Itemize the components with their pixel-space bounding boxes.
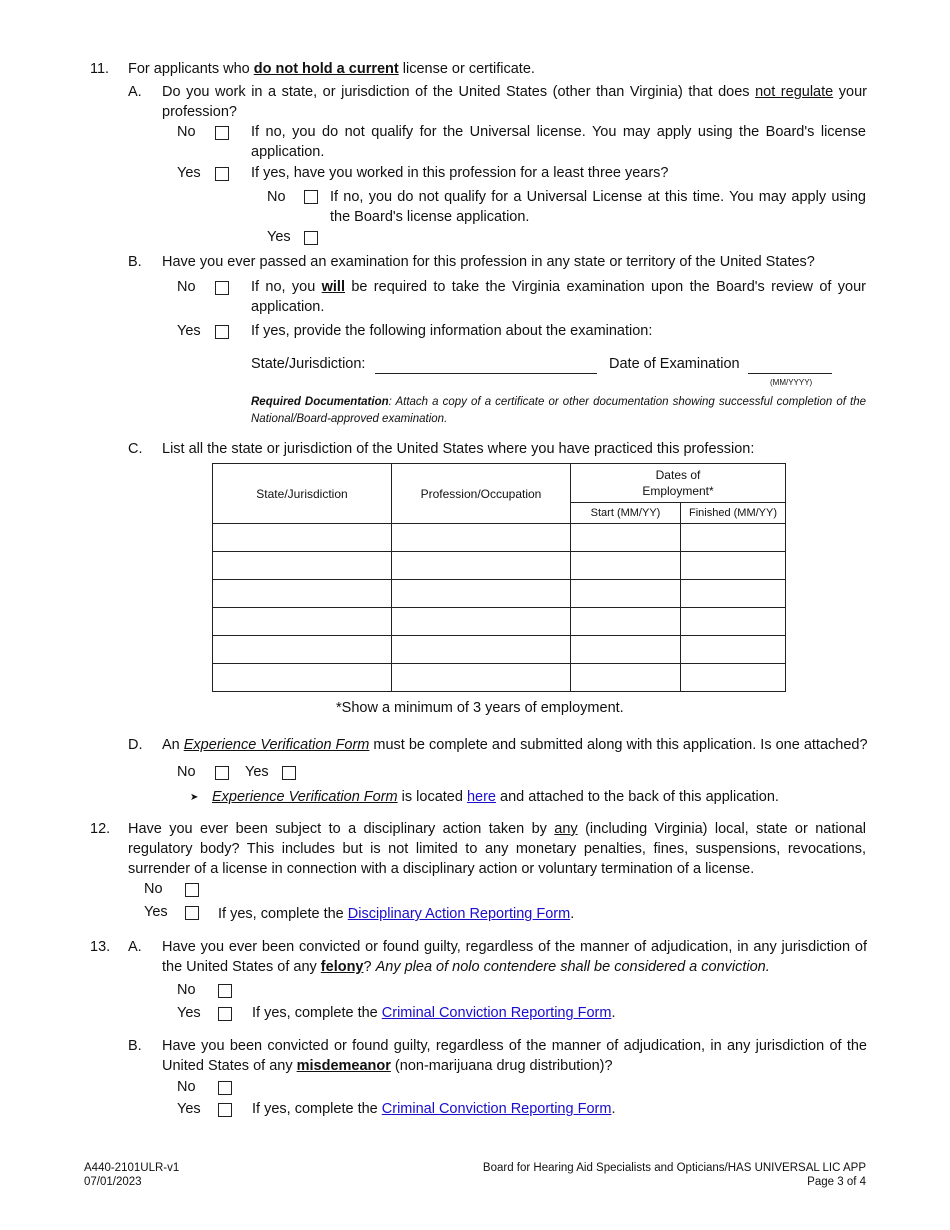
- table-cell[interactable]: [681, 608, 786, 636]
- q11a-question: Do you work in a state, or jurisdiction of the United States (other than Virginia) that does not regulate your profession?: [162, 84, 867, 120]
- q11a-no-label: No: [177, 124, 196, 140]
- q11a-yes-label: Yes: [177, 165, 201, 181]
- table-cell[interactable]: [681, 580, 786, 608]
- table-cell[interactable]: [392, 664, 571, 692]
- table-cell[interactable]: [392, 552, 571, 580]
- col-finished-header: Finished (MM/YY): [681, 503, 786, 524]
- q13-number: 13.: [90, 939, 111, 955]
- q13b-letter: B.: [128, 1038, 142, 1054]
- form-code: A440-2101ULR-v1: [84, 1162, 180, 1174]
- q13a-question: Have you ever been convicted or found guilty, regardless of the manner of adjudication, in any jurisdiction of the United States of any felony? Any plea of nolo contendere shall be considered a conviction.: [162, 939, 867, 975]
- q13a-no-label: No: [177, 982, 196, 998]
- table-cell[interactable]: [571, 608, 681, 636]
- q11d-letter: D.: [128, 737, 143, 753]
- col-dates-header: Dates of Employment*: [571, 464, 786, 503]
- table-row: [213, 664, 786, 692]
- state-jurisdiction-field[interactable]: [375, 373, 597, 374]
- table-cell[interactable]: [571, 636, 681, 664]
- col-profession-header: Profession/Occupation: [392, 464, 571, 524]
- table-cell[interactable]: [392, 608, 571, 636]
- q11b-no-checkbox[interactable]: [215, 281, 229, 295]
- table-cell[interactable]: [213, 580, 392, 608]
- q11c-letter: C.: [128, 441, 143, 457]
- date-of-examination-field[interactable]: [748, 373, 832, 374]
- table-cell[interactable]: [213, 524, 392, 552]
- q13a-yes-label: Yes: [177, 1005, 201, 1021]
- table-cell[interactable]: [681, 636, 786, 664]
- q11d-no-label: No: [177, 764, 196, 780]
- board-name: Board for Hearing Aid Specialists and Opticians/HAS UNIVERSAL LIC APP: [482, 1162, 866, 1174]
- q12-yes-label: Yes: [144, 904, 168, 920]
- q12-no-checkbox[interactable]: [185, 883, 199, 897]
- footer-left: [84, 1161, 179, 1189]
- q11b-yes-label: Yes: [177, 323, 201, 339]
- table-cell[interactable]: [392, 636, 571, 664]
- table-cell[interactable]: [681, 664, 786, 692]
- q13a-no-checkbox[interactable]: [218, 984, 232, 998]
- q11b-question: Have you ever passed an examination for this profession in any state or territory of the United States?: [162, 254, 815, 270]
- table-cell[interactable]: [392, 524, 571, 552]
- q11-intro: For applicants who do not hold a current license or certificate.: [128, 61, 535, 77]
- form-date: 07/01/2023: [84, 1176, 142, 1188]
- table-row: [213, 636, 786, 664]
- col-state-header: State/Jurisdiction: [213, 464, 392, 524]
- q11a-no-text: If no, you do not qualify for the Universal license. You may apply using the Board's license application.: [251, 124, 866, 160]
- table-cell[interactable]: [213, 664, 392, 692]
- page-number: Page 3 of 4: [807, 1176, 866, 1188]
- q12-no-label: No: [144, 881, 163, 897]
- q13b-no-label: No: [177, 1079, 196, 1095]
- table-cell[interactable]: [213, 636, 392, 664]
- table-cell[interactable]: [571, 580, 681, 608]
- table-cell[interactable]: [392, 580, 571, 608]
- q11a-sub-yes-label: Yes: [267, 229, 291, 245]
- q11d-yes-label: Yes: [245, 764, 269, 780]
- table-row: [213, 524, 786, 552]
- criminal-conviction-form-link-a[interactable]: Criminal Conviction Reporting Form: [381, 1005, 612, 1021]
- criminal-conviction-form-link-b[interactable]: Criminal Conviction Reporting Form: [381, 1101, 612, 1117]
- table-cell[interactable]: [681, 552, 786, 580]
- employment-note: *Show a minimum of 3 years of employment.: [336, 700, 624, 716]
- q13b-no-checkbox[interactable]: [218, 1081, 232, 1095]
- q11-number: 11.: [90, 61, 110, 77]
- q12-number: 12.: [90, 821, 111, 837]
- q11a-yes-checkbox[interactable]: [215, 167, 229, 181]
- q11b-yes-text: If yes, provide the following information about the examination:: [251, 323, 653, 339]
- q12-question: Have you ever been subject to a disciplinary action taken by any (including Virginia) local, state or national regulatory body? This includes but is not limited to any monetary penalties, fines, suspensions, revocations, surrender of a license in connection with a disciplinary action or voluntary termination of a license.: [128, 821, 866, 877]
- table-row: [213, 608, 786, 636]
- q11a-letter: A.: [128, 84, 142, 100]
- q11d-bullet: Experience Verification Form is located here and attached to the back of this application.: [212, 789, 779, 805]
- q11d-no-checkbox[interactable]: [215, 766, 229, 780]
- table-cell[interactable]: [213, 608, 392, 636]
- q11a-no-checkbox[interactable]: [215, 126, 229, 140]
- q13a-letter: A.: [128, 939, 142, 955]
- date-format-hint: (MM/YYYY): [770, 378, 813, 387]
- q11b-no-text: If no, you will be required to take the Virginia examination upon the Board's review of your application.: [251, 279, 866, 315]
- table-cell[interactable]: [571, 664, 681, 692]
- q13b-yes-checkbox[interactable]: [218, 1103, 232, 1117]
- q13a-yes-checkbox[interactable]: [218, 1007, 232, 1021]
- table-row: [213, 580, 786, 608]
- state-jurisdiction-label: State/Jurisdiction:: [251, 356, 366, 372]
- table-cell[interactable]: [571, 524, 681, 552]
- q11c-question: List all the state or jurisdiction of the United States where you have practiced this profession:: [162, 441, 755, 457]
- table-cell[interactable]: [213, 552, 392, 580]
- here-link[interactable]: here: [466, 789, 496, 805]
- table-cell[interactable]: [681, 524, 786, 552]
- q11a-sub-no-label: No: [267, 189, 286, 205]
- q11a-sub-no-text: If no, you do not qualify for a Universal License at this time. You may apply using the Board's license application.: [330, 189, 866, 225]
- q11a-yes-text: If yes, have you worked in this profession for a least three years?: [251, 165, 669, 181]
- q11b-no-label: No: [177, 279, 196, 295]
- table-row: [213, 552, 786, 580]
- q11a-sub-yes-checkbox[interactable]: [304, 231, 318, 245]
- col-start-header: Start (MM/YY): [571, 503, 681, 524]
- q11a-sub-no-checkbox[interactable]: [304, 190, 318, 204]
- q12-yes-checkbox[interactable]: [185, 906, 199, 920]
- required-documentation-note: Required Documentation: Attach a copy of a certificate or other documentation showing successful completion of the National/Board-approved examination.: [251, 396, 867, 425]
- q11b-letter: B.: [128, 254, 142, 270]
- table-cell[interactable]: [571, 552, 681, 580]
- date-of-examination-label: Date of Examination: [609, 356, 740, 372]
- q12-yes-text: If yes, complete the Disciplinary Action Reporting Form.: [218, 906, 575, 922]
- q13b-yes-text: If yes, complete the Criminal Conviction Reporting Form.: [252, 1101, 616, 1117]
- bullet-arrow-icon: ➤: [190, 792, 199, 803]
- q13b-yes-label: Yes: [177, 1101, 201, 1117]
- disciplinary-action-form-link[interactable]: Disciplinary Action Reporting Form: [347, 906, 571, 922]
- q11b-yes-checkbox[interactable]: [215, 325, 229, 339]
- q13b-question: Have you been convicted or found guilty, regardless of the manner of adjudication, in any jurisdiction of the United States of any misdemeanor (non-marijuana drug distribution)?: [162, 1038, 867, 1074]
- employment-table: [212, 463, 786, 692]
- footer-right: [483, 1161, 866, 1189]
- q11d-yes-checkbox[interactable]: [282, 766, 296, 780]
- q13a-yes-text: If yes, complete the Criminal Conviction Reporting Form.: [252, 1005, 616, 1021]
- q11d-question: An Experience Verification Form must be complete and submitted along with this application. Is one attached?: [162, 737, 868, 753]
